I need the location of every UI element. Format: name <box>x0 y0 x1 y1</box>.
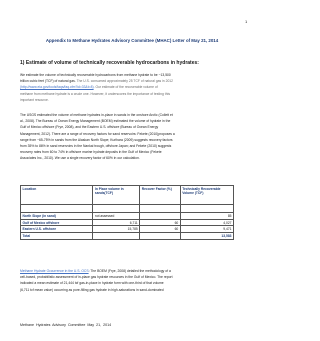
table-cell <box>21 204 93 213</box>
table-row <box>21 219 234 226</box>
paragraph-line: range from ~65-75% in sands from the Alaskan North Slope; Kurihara (2009) suggests recovery factors <box>20 137 173 142</box>
table-cell: not assessed <box>93 213 140 220</box>
paragraph-line: important resource. <box>20 97 49 102</box>
table-cell: 60 <box>140 219 180 226</box>
paragraph-ocs-occurrence <box>20 268 248 293</box>
table-cell: 60 <box>140 226 180 233</box>
table-row <box>21 226 234 233</box>
column-header: Location <box>21 186 93 205</box>
column-header: Recover Factor (%) <box>140 186 180 205</box>
table-row <box>21 213 234 220</box>
table-cell: Total <box>21 232 93 239</box>
table-cell: 85 <box>180 213 233 220</box>
table-cell <box>93 204 140 213</box>
ocs-report-link[interactable]: Methane Hydrate Occurrence in the U.S. OCS <box>20 269 89 273</box>
paragraph-line: cell-based, probabilistic assessment of in-place gas hydrate resources in the Gulf of Mexico. The report <box>20 275 173 280</box>
table-cell <box>180 204 233 213</box>
paragraph-line: Gulf of Mexico offshore (Frye, 2008), and the Eastern U.S. offshore (Bureau of Ocean Energy <box>20 125 159 130</box>
paragraph-estimates-source <box>20 112 248 162</box>
table-cell <box>140 232 180 239</box>
table-cell: 9,471 <box>180 226 233 233</box>
document-title: Appendix to Methane Hydrates Advisory Committee (MHAC) Letter of May 21, 2014 <box>45 38 219 43</box>
column-header: In Place volume in sands(TCF) <box>93 186 140 205</box>
paragraph-line: (6,711 tcf mean value) occurring as pore-filling gas hydrate in high-saturations in sand-dominated <box>20 287 164 292</box>
table-cell: Gulf of Mexico offshore <box>21 219 93 226</box>
paragraph-line: Management, 2012). There are a range of recovery factors for sand reservoirs: Fekete (2010)proposes a <box>20 131 175 136</box>
table-cell <box>93 232 140 239</box>
page-number: 1 <box>245 19 248 24</box>
page-footer: Methane Hydrates Advisory Committee May 21, 2014 <box>20 323 112 327</box>
section-heading: 1) Estimate of volume of technically recoverable hydrocarbons in hydrates: <box>20 60 199 66</box>
table-cell: 6,711 <box>93 219 140 226</box>
text-span: The U.S. consumed approximately 25 TCF of natural gas in 2012 <box>75 79 174 84</box>
table-header-row <box>21 186 234 205</box>
table-cell: 4,027 <box>180 219 233 226</box>
text-span: . Our estimate of the recoverable volume of <box>93 85 158 90</box>
paragraph-line: We estimate the volume of technically recoverable hydrocarbons from methane hydrate to be ~13,500 <box>20 73 171 77</box>
paragraph-line: The USGS estimated the volume of methane hydrates in-place in sands in the onshore Arctic (Collett et <box>20 113 173 117</box>
recoverable-volume-table <box>20 185 234 240</box>
column-header: Technically Recoverable Volume (TCF) <box>180 186 233 205</box>
table-cell: 15,785 <box>93 226 140 233</box>
paragraph-line: from 35% to 86% in sand reservoirs in the Nankai trough, offshore Japan; and Fekete (2010) suggests <box>20 144 172 149</box>
table-cell <box>140 204 180 213</box>
table-row <box>21 204 234 213</box>
table-cell: Eastern U.S. offshore <box>21 226 93 233</box>
paragraph-line: Associates Inc., 2010). We use a single recovery factor of 60% in our calculation. <box>20 156 140 161</box>
paragraph-line: al., 2008). The Bureau of Ocean Energy Management (BOEM) estimated the volume of hydrate in the <box>20 119 171 124</box>
table-cell: 13,583 <box>180 232 233 239</box>
text-span: trillion cubic feet (TCF) of natural gas. <box>20 79 76 84</box>
table-total-row <box>21 232 234 239</box>
paragraph-line: recovery rates from 60 to 74% in offshore marine hydrate deposits in the Gulf of Mexico (Fekete <box>20 150 162 155</box>
paragraph-line: indicated a mean estimate of 21,444 tcf gas-in-place in hydrate form with one-third of that volume <box>20 281 164 286</box>
text-span: : The BOEM (Frye, 2008) detailed the methodology of a <box>88 269 171 273</box>
table-cell <box>140 213 180 220</box>
paragraph-line: methane from methane hydrate is a crude one. However, it underscores the importance of testing this <box>20 91 170 96</box>
paragraph-estimate <box>20 72 248 103</box>
eia-link[interactable]: (http://www.eia.gov/tools/faqs/faq.cfm?id=33&t=8) <box>20 85 94 90</box>
table-cell: North Slope (in sand) <box>21 213 93 220</box>
